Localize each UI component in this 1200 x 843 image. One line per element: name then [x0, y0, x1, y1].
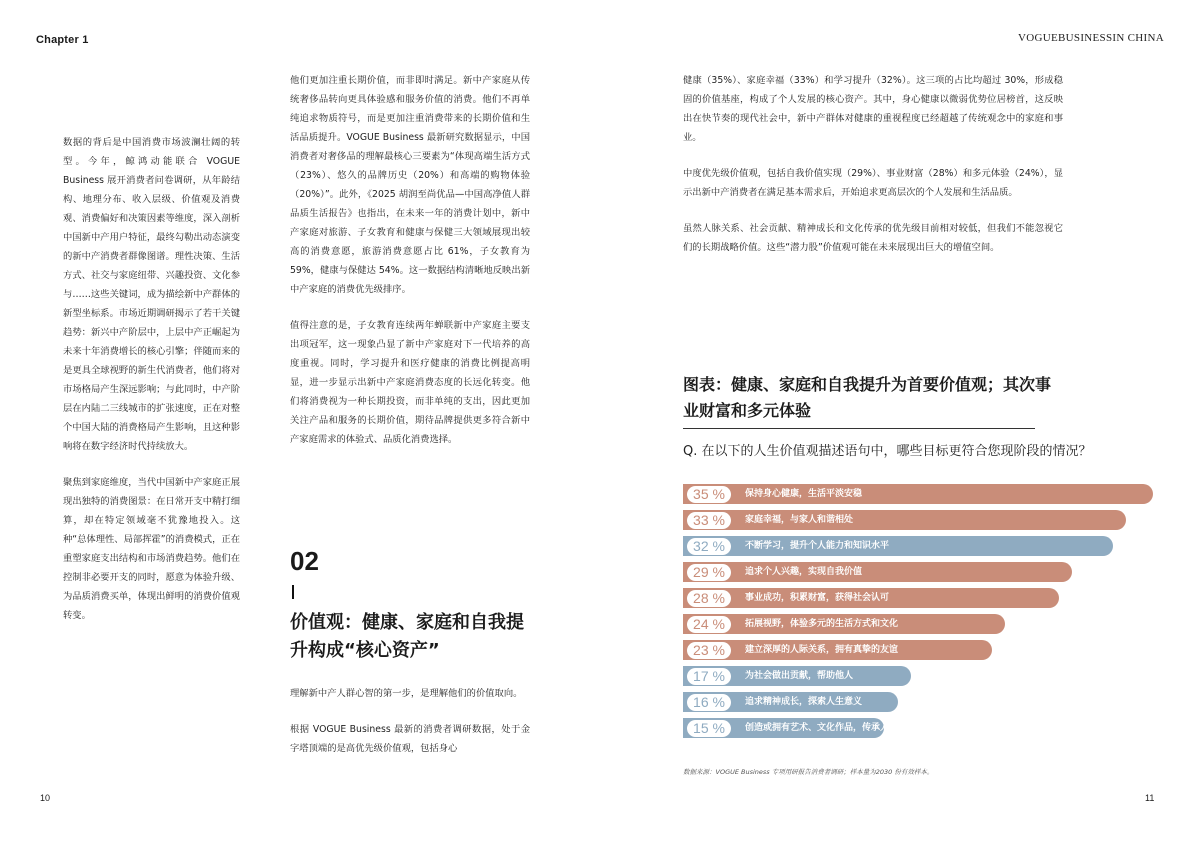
- brand-china: IN CHINA: [1112, 32, 1164, 44]
- bar-category-label: 保持身心健康，生活平淡安稳: [745, 489, 863, 499]
- bar-value-label: 23 %: [687, 642, 731, 659]
- brand-business: BUSINESS: [1058, 32, 1113, 44]
- column-1: [63, 133, 240, 625]
- chart-source: 数据来源：VOGUE Business 专项用研报告消费者调研；样本量为2030 份有效样本。: [683, 768, 934, 776]
- bar-value-label: 35 %: [687, 486, 731, 503]
- bar-value-label: 32 %: [687, 538, 731, 555]
- col2-paragraph-2: 值得注意的是，子女教育连续两年蝉联新中产家庭主要支出项冠军，这一现象凸显了新中产家庭对下一代培养的高度重视。同时，学习提升和医疗健康的消费比例提高明显，进一步显示出新中产家庭消费态度的长远化转变。他们将消费视为一种长期投资，而非单纯的支出，因此更加关注产品和服务的长期价值，期待品牌提供更多符合新中产家庭需求的体验式、品质化消费选择。: [290, 320, 530, 445]
- bar-value-label: 16 %: [687, 694, 731, 711]
- col3-paragraph-1: 健康（35%）、家庭幸福（33%）和学习提升（32%）。这三项的占比均超过 30%，形成稳固的价值基座，构成了个人发展的核心资产。其中，身心健康以微弱优势位居榜首，这反映出在快节奏的现代社会中，新中产群体对健康的重视程度已经超越了传统观念中的家庭和事业。: [683, 75, 1063, 143]
- column-3: [683, 71, 1063, 257]
- bar-category-label: 拓展视野，体验多元的生活方式和文化: [745, 619, 899, 629]
- bar-value-label: 29 %: [687, 564, 731, 581]
- chart-question: Q. 在以下的人生价值观描述语句中，哪些目标更符合您现阶段的情况？: [683, 444, 1092, 459]
- col2-paragraph-3: 理解新中产人群心智的第一步，是理解他们的价值取向。: [290, 688, 523, 699]
- page-number-left: 10: [40, 793, 51, 803]
- brand-logo: [1018, 32, 1164, 44]
- brand-vogue: VOGUE: [1018, 32, 1059, 44]
- column-2: [290, 71, 530, 449]
- column-2-lower: [290, 684, 530, 758]
- bar-category-label: 事业成功，积累财富，获得社会认可: [745, 593, 890, 603]
- section-title: 价值观：健康、家庭和自我提升构成“核心资产”: [290, 612, 524, 661]
- col3-paragraph-2: 中度优先级价值观，包括自我价值实现（29%）、事业财富（28%）和多元体验（24%），显示出新中产消费者在满足基本需求后，开始追求更高层次的个人发展和生活品质。: [683, 168, 1063, 198]
- chart-title: 图表：健康、家庭和自我提升为首要价值观；其次事业财富和多元体验: [683, 375, 1052, 420]
- bar-category-label: 家庭幸福，与家人和谐相处: [745, 515, 854, 525]
- bar-chart: [683, 484, 1163, 746]
- bar-category-label: 建立深厚的人际关系，拥有真挚的友谊: [745, 645, 899, 655]
- bar-4: [683, 562, 1072, 582]
- section-divider: [292, 585, 294, 599]
- col3-paragraph-3: 虽然人脉关系、社会贡献、精神成长和文化传承的优先级目前相对较低，但我们不能忽视它们的长期战略价值。这些“潜力股”价值观可能在未来展现出巨大的增值空间。: [683, 223, 1063, 253]
- bar-value-label: 28 %: [687, 590, 731, 607]
- chapter-label: Chapter 1: [36, 34, 89, 46]
- bar-category-label: 追求精神成长，探索人生意义: [745, 697, 863, 707]
- col1-paragraph-2: 聚焦到家庭维度，当代中国新中产家庭正展现出独特的消费图景：在日常开支中精打细算，却在特定领域毫不犹豫地投入。这种“总体理性、局部挥霍”的消费模式，正在重塑家庭支出结构和市场消费趋势。他们在控制非必要开支的同时，愿意为体验升级、为品质消费买单，体现出鲜明的消费价值观转变。: [63, 477, 240, 621]
- page-number-right: 11: [1145, 793, 1155, 803]
- bar-value-label: 17 %: [687, 668, 731, 685]
- col2-paragraph-1: 他们更加注重长期价值，而非即时满足。新中产家庭从传统奢侈品转向更具体验感和服务价值的消费。他们不再单纯追求物质符号，而是更加注重消费带来的长期价值和生活品质提升。VOGUE Business 最新研究数据显示，中国消费者对奢侈品的理解最核心三要素为“体现高端生活方式（23%）、悠久的品牌历史（20%）和高端的购物体验（20%）”。此外，《2025 胡润至尚优品—中国高净值人群品质生活报告》也指出，在未来一年的消费计划中，新中产家庭对旅游、子女教育和健康与保健三大领域展现出较高的消费意愿，旅游消费意愿占比 61%，子女教育为 59%，健康与保健达 54%。这一数据结构清晰地反映出新中产家庭的消费优先级排序。: [290, 75, 530, 295]
- bar-category-label: 不断学习，提升个人能力和知识水平: [745, 541, 890, 551]
- bar-category-label: 追求个人兴趣，实现自我价值: [745, 567, 863, 577]
- bar-value-label: 15 %: [687, 720, 731, 737]
- col2-paragraph-4: 根据 VOGUE Business 最新的消费者调研数据，处于金字塔顶端的是高优先级价值观，包括身心: [290, 724, 530, 754]
- bar-value-label: 33 %: [687, 512, 731, 529]
- section-number: 02: [290, 546, 319, 576]
- bar-category-label: 创造或拥有艺术、文化作品，传承人类文明: [745, 723, 917, 733]
- bar-value-label: 24 %: [687, 616, 731, 633]
- bar-category-label: 为社会做出贡献，帮助他人: [745, 671, 854, 681]
- chart-title-rule: [683, 428, 1035, 429]
- col1-paragraph-1: 数据的背后是中国消费市场波澜壮阔的转型。今年，鲸鸿动能联合 VOGUE Business 展开消费者问卷调研，从年龄结构、地理分布、收入层级、价值观及消费观、消费偏好和决策因素等维度，深入剖析中国新中产用户特征，最终勾勒出动态演变的新中产消费者群像图谱。理性决策、生活方式、社交与家庭纽带、兴趣投资、文化参与……这些关键词，成为描绘新中产群体的新型坐标系。市场近期调研揭示了若干关键趋势：新兴中产阶层中，上层中产正崛起为未来十年消费增长的核心引擎；伴随而来的是更具全球视野的新生代消费者，他们将对市场格局产生深远影响；与此同时，中产阶层在内陆二三线城市的扩张速度，正在对整个中国大陆的消费格局产生影响，且这种影响将在数字经济时代持续放大。: [63, 137, 240, 452]
